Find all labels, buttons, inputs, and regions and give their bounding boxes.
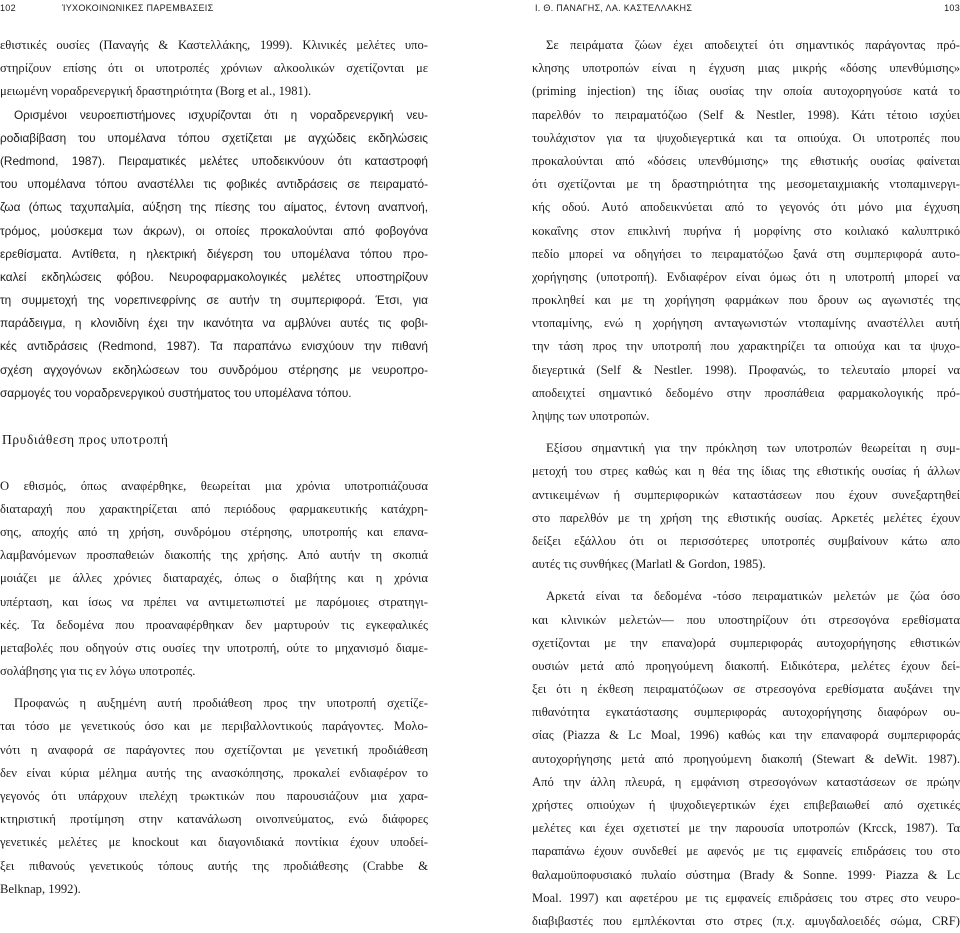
- text-line: ται τόσο με γενετικούς όσο και με περιβαλλοντικούς παράγοντες. Μολο-: [0, 719, 428, 734]
- text-line: καλεί εκδηλώσεις φόβου. Νευροφαρμακολογικές μελέτες υποστηρίζουν: [0, 269, 428, 284]
- text-line: ξει πιθανούς γενετικούς τόπους αυτής της προδιάθεσης (Crabbe &: [0, 858, 428, 873]
- text-line: στο παρελθόν με τη χρήση της εθιστικής ουσίας. Αρκετές μελέτες έχουν: [532, 510, 960, 525]
- text-line: (Redmond, 1987). Πειραματικές μελέτες υποδεικνύουν ότι καταστροφή: [0, 153, 428, 168]
- left-page-number: 102: [0, 3, 16, 13]
- section-heading: Πρυδιάθεση προς υποτροπή: [2, 432, 169, 448]
- text-line: του υπομέλανα τόπου αναστέλλει τις φοβικές αντιδράσεις σε πειραματό-: [0, 177, 428, 192]
- text-line: Σε πειράματα ζώων έχει αποδειχτεί ότι σημαντικός παράγοντας πρό-: [546, 38, 960, 52]
- text-line: σίας (Piazza & Lc Moal, 1996) καθώς και την επαναφορά συμπεριφοράς: [532, 728, 960, 743]
- text-line: αυτοχορήγησης μετά από προηγούμενη διακοπή (Stewart & deWit. 1987).: [532, 751, 960, 766]
- text-line: θαλαμοϋποφυσιακό πυλαίο σύστημα (Brady & Sonne. 1999· Piazza & Lc: [532, 867, 960, 882]
- text-line: τουλάχιστον για τα ψυχοδιεγερτικά και τα οπιούχα. Οι υποτροπές που: [532, 130, 960, 145]
- text-line: διαβιβαστές που εμπλέκονται στο στρες (π.χ. αμυγδαλοειδές σώμα, CRF): [532, 913, 960, 928]
- text-line: ουσιών μετά από προηγούμενη διακοπή. Ειδικότερα, μελέτες έχουν δεί-: [532, 658, 960, 673]
- right-page-number: 103: [944, 3, 960, 13]
- text-line: ροδιαβίβαση του υπομέλανα τόπου σχετίζεται με αγχώδεις εκδηλώσεις: [0, 130, 428, 145]
- text-line: πιθανότητα εγκατάστασης συμπεριφοράς αυτοχορήγησης διαφόρων ου-: [532, 705, 960, 720]
- text-line: μοιάζει με άλλες χρόνιες διαταραχές, όπως ο διαβήτης και η χρόνια: [0, 571, 428, 586]
- text-line: δεν είναι κύρια μέλημα αυτής της ανασκόπησης, προκαλεί ενδιαφέρον το: [0, 765, 428, 780]
- text-line: γεγονός ότι υπάρχουν ιπελέχη τρωκτικών που παρουσιάζουν μια χαρα-: [0, 789, 428, 803]
- text-line: λαμβανόμενων προσπαθειών διακοπής της χρήσης. Από αυτήν τη σκοπιά: [0, 548, 428, 563]
- text-line: σχέση αγχογόνων εκδηλώσεων του συνδρόμου στέρησης με νευροπρο-: [0, 362, 428, 377]
- text-line: Ορισμένοι νευροεπιστήμονες ισχυρίζονται ότι η νοραδρενεργική νευ-: [14, 107, 428, 122]
- text-line: μετοχή του στρες καθώς και η θέα της ίδιας της εθιστικής ουσίας ή άλλων: [532, 464, 960, 479]
- paragraph: [0, 34, 428, 104]
- text-line: χορήγησης (υποτροπή). Ενδιαφέρον είναι όμως ότι η υποτροπή μπορεί να: [532, 269, 960, 284]
- text-line: κής οδού. Αυτό αποδεικνύεται από το γεγονός ότι μόνο μια έγχυση: [532, 200, 960, 215]
- text-line: προκαλούνται από «δόσεις υπενθύμισης» της εθιστικής ουσίας φαίνεται: [532, 153, 960, 168]
- text-line: μελέτες και έχει σχετιστεί με την παρουσία υποτροπών (Krcck, 1987). Τα: [532, 821, 960, 836]
- paragraph: [0, 692, 428, 901]
- text-line: γενετικές μελέτες με knockout και διαγονιδιακά ποντίκια έχουν υποδεί-: [0, 835, 428, 850]
- text-line: χρήστες οπιούχων ή ψυχοδιεγερτικών έχει επιβεβαιωθεί από σχετικές: [532, 798, 960, 812]
- text-line: Αρκετά είναι τα δεδομένα -τόσο πειραματικών μελετών με ζώα όσο: [546, 589, 960, 604]
- text-line: Από την άλλη πλευρά, η εμφάνιση στρεσογόνων καταστάσεων σε πρώην: [532, 774, 960, 789]
- left-running-title: ΊΥΧΟΚΟΙΝΩΝΙΚΕΣ ΠΑΡΕΜΒΑΣΕΙΣ: [62, 3, 214, 13]
- text-line: αυτές τις συνθήκες (Marlatl & Gordon, 1985).: [532, 557, 766, 572]
- text-line: μειωμένη νοραδρενεργική δραστηριότητα (Borg et al., 1981).: [0, 84, 312, 99]
- text-line: τη συμμετοχή της νορεπινεφρίνης σε αυτήν τη συμπεριφορά. Έτσι, για: [0, 293, 428, 308]
- text-line: Εξίσου σημαντική για την πρόκληση των υποτροπών θεωρείται η συμ-: [546, 441, 960, 456]
- text-line: σης, αποχής από τη χρήση, συνδρόμου στέρησης, υποτροπής και επανα-: [0, 524, 428, 539]
- text-line: διεγερτικά (Self & Nestler. 1998). Προφανώς, το τελευταίο μπορεί να: [532, 362, 960, 377]
- right-page-column: [532, 34, 960, 933]
- text-line: παράδειγμα, η κλονιδίνη έχει την ικανότητα να αμβλύνει αυτές τις φοβι-: [0, 316, 428, 331]
- paragraph: [532, 437, 960, 576]
- text-line: τρόμος, μούσκεμα των άκρων), οι οποίες προκαλούνται από φοβογόνα: [0, 223, 428, 238]
- text-line: ξει ότι η έκθεση πειραματόζωων σε στρεσογόνα ερεθίσματα αυξάνει την: [532, 682, 960, 697]
- paragraph: [532, 34, 960, 428]
- text-line: προκληθεί και με τη χορήγηση φαρμάκων που δρουν ως αγωνιστές της: [532, 293, 960, 308]
- text-line: κές αντιδράσεις (Redmond, 1987). Τα παραπάνω ενισχύουν την πιθανή: [0, 339, 428, 354]
- text-line: ζωα (όπως ταχυπαλμία, αύξηση της πίεσης του αίματος, έντονη αναπνοή,: [0, 200, 428, 215]
- text-line: Ο εθισμός, όπως αναφέρθηκε, θεωρείται μια χρόνια υποτροπιάζουσα: [0, 478, 428, 493]
- text-line: διαταραχή που χαρακτηρίζεται από περιόδους φαρμακευτικής κατάχρη-: [0, 501, 428, 516]
- text-line: πεδίο μπορεί να οδηγήσει το πειραματόζωο ξανά στη συμπεριφορά αυτο-: [532, 246, 960, 261]
- text-line: κτηριστική προτίμηση στην κατανάλωση οινοπνεύματος, ενώ διάφορες: [0, 812, 428, 827]
- text-line: σχετίζονται με την επανα)ορά συμπεριφοράς αυτοχορήγησης εθιστικών: [532, 635, 960, 650]
- text-line: ντοπαμίνης, ενώ η χορήγηση ανταγωνιστών ντοπαμίνης αναστέλλει αυτή: [532, 316, 960, 331]
- text-line: αντικειμένων ή συμπεριφορικών καταστάσεων που έχουν συνεξαρτηθεί: [532, 487, 960, 502]
- text-line: υπέρταση, και ίσως να πρέπει να αντιμετωπιστεί με παρόμοιες στρατηγι-: [0, 594, 428, 609]
- text-line: στηρίζουν επίσης ότι οι υποτροπές χρόνιων αλκοολικών σχετίζονται με: [0, 61, 428, 76]
- text-line: ότι σχετίζονται με τη δραστηριότητα της μεσομεταιχμιακής ντοπαμινεργι-: [532, 177, 960, 192]
- text-line: ερεθίσματα. Αντίθετα, η ηλεκτρική διέγερση του υπομέλανα τόπου προ-: [0, 246, 428, 261]
- paragraph: [0, 475, 428, 684]
- text-line: μεταβολές που οδηγούν στις ουσίες την υποτροπή, ούτε το μηχανισμό διαμε-: [0, 640, 428, 655]
- paragraph: [532, 585, 960, 933]
- text-line: αποδειχτεί σημαντικό δεδομένο στην προσπάθεια φαρμακολογικής πρό-: [532, 385, 960, 400]
- text-line: ληψης των υποτροπών.: [532, 409, 650, 423]
- text-line: νότι η αναφορά σε παράγοντες που σχετίζονται με γενετική προδιάθεση: [0, 742, 428, 757]
- text-line: δείξει εξάλλου ότι οι περισσότερες υποτροπές συμβαίνουν κάτω απο: [532, 533, 960, 548]
- text-line: κοκαΐνης στον επικλινή πυρήνα ή μορφίνης στο κοιλιακό καλυπτρικό: [532, 223, 960, 238]
- text-line: Προφανώς η αυξημένη αυτή προδιάθεση προς την υποτροπή σχετίζε-: [14, 696, 428, 711]
- text-line: εθιστικές ουσίες (Παναγής & Καστελλάκης, 1999). Κλινικές μελέτες υπο-: [0, 38, 428, 52]
- text-line: Moal. 1997) και αφετέρου με τις εμφανείς επιδράσεις του στρες στο νευρο-: [532, 890, 960, 905]
- right-running-title: Ι. Θ. ΠΑΝΑΓΗΣ, ΛΑ. ΚΑΣΤΕΛΛΑΚΗΣ: [535, 3, 693, 13]
- text-line: την τάση προς την υποτροπή που χαρακτηρίζει τα οπιούχα και τα ψυχο-: [532, 339, 960, 354]
- text-line: σαρμογές του νοραδρενεργικού συστήματος του υπομέλανα τόπου.: [0, 385, 352, 400]
- text-line: κλησης υποτροπών είναι η έγχυση μιας μικρής «δόσης υπενθύμισης»: [532, 61, 960, 76]
- text-line: σολάβησης για τις εν λόγω υποτροπές.: [0, 664, 196, 679]
- left-page-column: [0, 34, 428, 901]
- text-line: Belknap, 1992).: [0, 881, 81, 896]
- text-line: και κλινικών μελετών— που υποστηρίζουν ότι στρεσογόνα ερεθίσματα: [532, 612, 960, 627]
- paragraph: [0, 104, 428, 405]
- text-line: παρελθόν το πειραματόζωο (Self & Nestler, 1998). Κάτι τέτοιο ισχύει: [532, 107, 960, 122]
- text-line: κές. Τα δεδομένα που προαναφέρθηκαν δεν μαρτυρούν τις εγκεφαλικές: [0, 617, 428, 632]
- text-line: (priming injection) της ίδιας ουσίας την οποία αυτοχορηγούσε κατά το: [532, 84, 960, 99]
- text-line: παραπάνω έχουν συνδεθεί με αφενός με τις εμφανείς επιδράσεις του στο: [532, 844, 960, 859]
